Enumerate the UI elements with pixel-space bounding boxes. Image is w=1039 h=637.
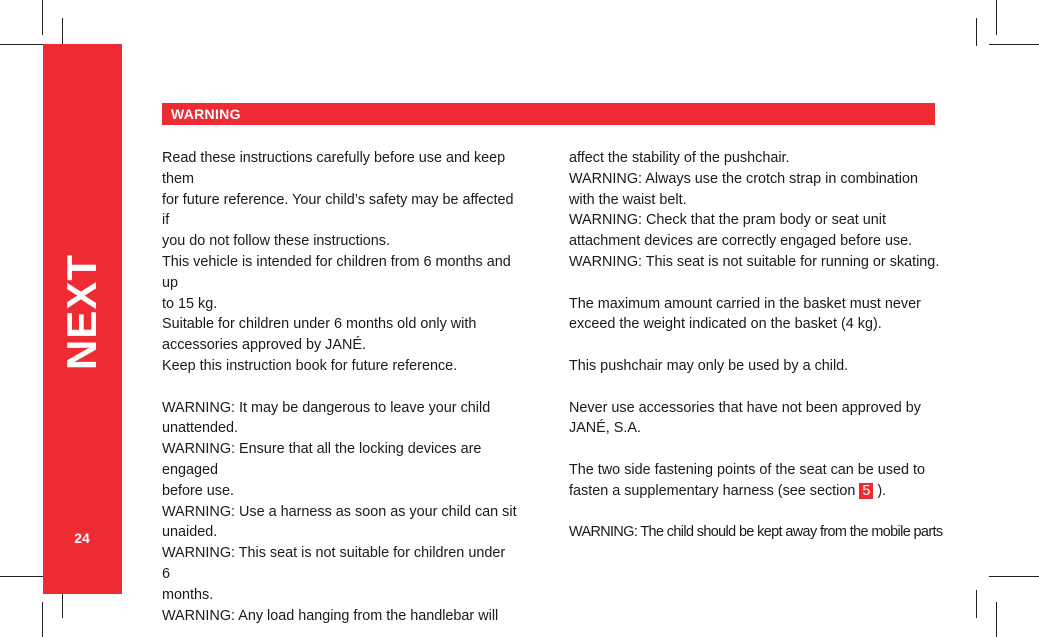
text-line: JANÉ, S.A. [569, 420, 641, 437]
text-line: accessories approved by JANÉ. [162, 337, 366, 354]
text-line: WARNING: This seat is not suitable for children under 6 [162, 545, 506, 582]
text-line: attachment devices are correctly engaged before use. [569, 233, 913, 250]
text-line: affect the stability of the pushchair. [569, 150, 790, 166]
text-line: before use. [162, 482, 235, 499]
crop-mark [42, 602, 43, 637]
crop-mark [62, 590, 63, 618]
harness-text-end: ). [873, 482, 887, 499]
crop-mark [42, 0, 43, 35]
text-line: Read these instructions carefully before use and keep them [162, 150, 506, 187]
blank-line [569, 377, 944, 398]
text-line: WARNING: Check that the pram body or seat unit [569, 212, 886, 229]
text-line: The two side fastening points of the seat can be used to [569, 461, 925, 478]
crop-mark [989, 44, 1039, 45]
text-line: This vehicle is intended for children from 6 months and up [162, 253, 511, 291]
text-line: unattended. [162, 420, 239, 437]
section-title: WARNING [171, 106, 241, 122]
text-line: exceed the weight indicated on the basket (4 kg). [569, 316, 882, 333]
text-line: WARNING: It may be dangerous to leave your child [162, 399, 491, 416]
text-line: The maximum amount carried in the basket must never [569, 295, 921, 312]
text-line: to 15 kg. [162, 295, 218, 312]
brand-title: NEXT [58, 253, 105, 371]
text-line: WARNING: The child should be kept away from the mobile parts [569, 524, 943, 541]
text-line: WARNING: Any load hanging from the handlebar will [162, 607, 499, 624]
crop-mark [976, 590, 977, 618]
blank-line [162, 377, 517, 398]
crop-mark [996, 602, 997, 637]
text-line: with the waist belt. [569, 191, 687, 208]
text-line: WARNING: This seat is not suitable for running or skating. [569, 253, 940, 270]
harness-line [569, 481, 944, 502]
text-line: unaided. [162, 524, 218, 541]
text-line: Suitable for children under 6 months old only with [162, 316, 477, 333]
page-number: 24 [74, 530, 90, 546]
crop-mark [976, 18, 977, 46]
text-line: Never use accessories that have not been approved by [569, 399, 921, 416]
text-line: months. [162, 586, 214, 603]
blank-line [569, 335, 944, 356]
text-line: for future reference. Your child’s safety may be affected if [162, 191, 514, 229]
text-line: This pushchair may only be used by a child. [569, 357, 849, 374]
text-line: WARNING: Always use the crotch strap in combination [569, 170, 918, 187]
section-header [162, 103, 935, 125]
crop-mark [996, 0, 997, 35]
blank-line [569, 502, 944, 523]
text-line: WARNING: Use a harness as soon as your child can sit [162, 503, 517, 520]
text-line: you do not follow these instructions. [162, 233, 390, 250]
harness-text: fasten a supplementary harness (see section [569, 482, 860, 499]
text-line: Keep this instruction book for future reference. [162, 357, 458, 374]
blank-line [569, 273, 944, 294]
crop-mark [989, 576, 1039, 577]
right-column [569, 148, 944, 543]
section-reference-badge: 5 [859, 483, 873, 499]
left-column [162, 148, 517, 626]
text-line: WARNING: Ensure that all the locking devices are engaged [162, 441, 482, 478]
crop-mark [62, 18, 63, 46]
blank-line [569, 439, 944, 460]
